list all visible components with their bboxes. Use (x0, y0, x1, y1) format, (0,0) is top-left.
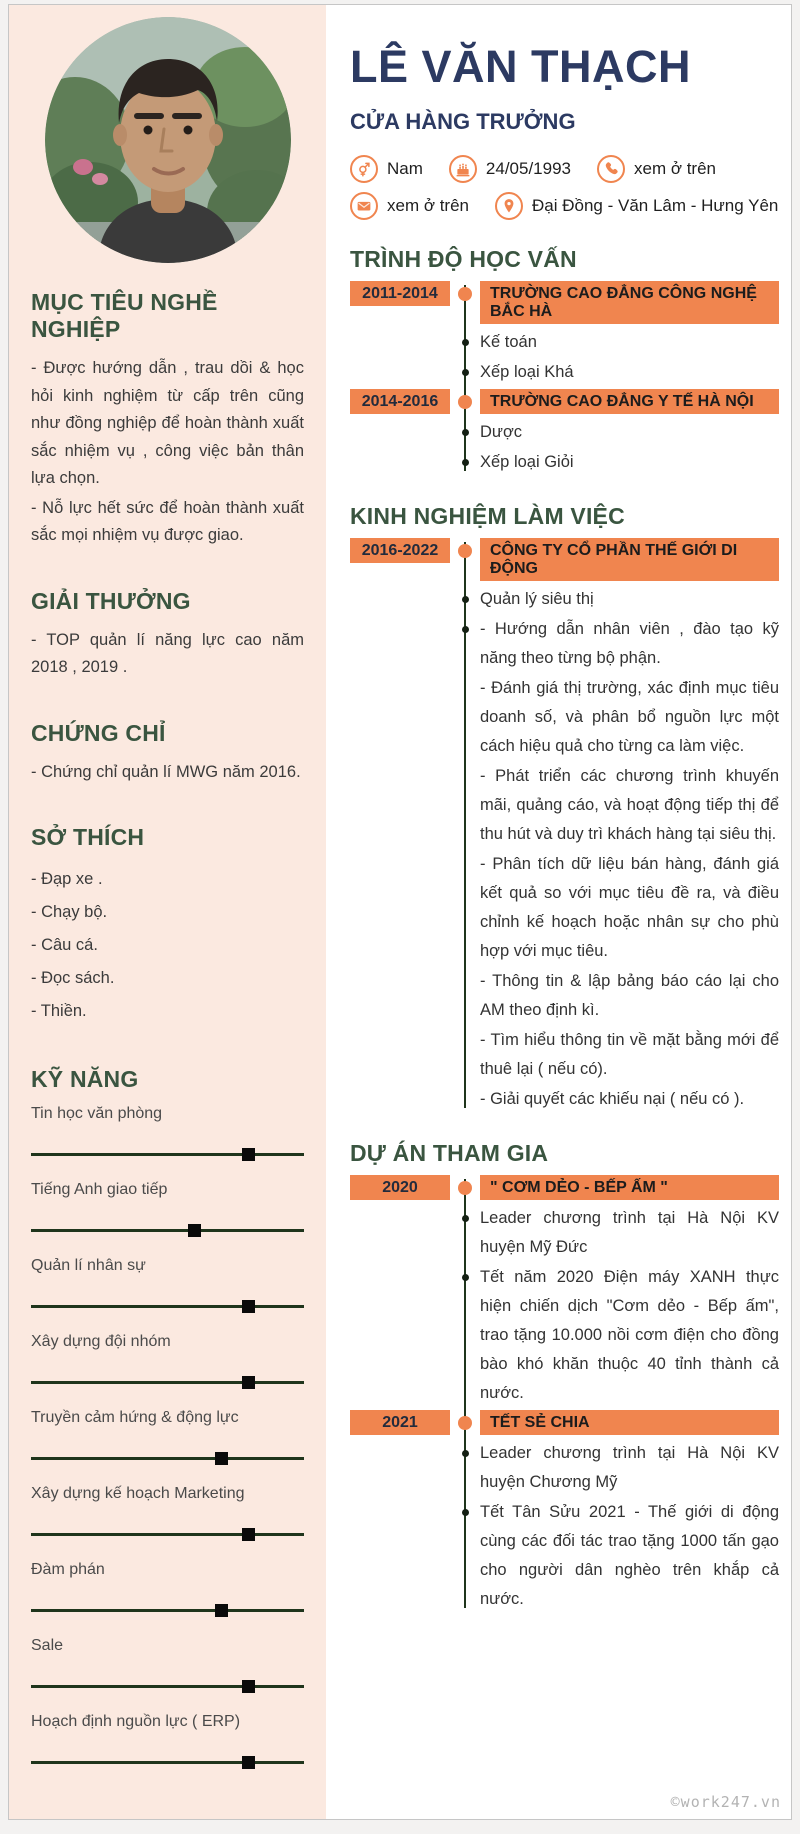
phone-icon (597, 155, 625, 183)
entry-period: 2016-2022 (350, 538, 450, 563)
objective-title: MỤC TIÊU NGHỀ NGHIỆP (31, 289, 218, 342)
item-text: - Tìm hiểu thông tin về mặt bằng mới để thuê lại ( nếu có). (480, 1031, 779, 1078)
item-text: Xếp loại Giỏi (480, 453, 574, 471)
skill-level-marker (188, 1224, 201, 1237)
contact-text: Nam (387, 159, 423, 178)
item-text: - Giải quyết các khiếu nại ( nếu có ). (480, 1090, 745, 1108)
skill-track (31, 1229, 304, 1232)
entry-item (350, 615, 779, 673)
skill-track (31, 1761, 304, 1764)
item-text: - Thông tin & lập bảng báo cáo lại cho AM theo định kì. (480, 972, 779, 1019)
skill-level-marker (242, 1756, 255, 1769)
section-title: TRÌNH ĐỘ HỌC VẤN (350, 246, 577, 272)
item-dot (462, 1450, 469, 1457)
main-sections (350, 246, 779, 1614)
hobbies-content (31, 863, 304, 1028)
skill-level-marker (242, 1300, 255, 1313)
entry-item (350, 1085, 779, 1114)
item-dot (462, 369, 469, 376)
contact-text: xem ở trên (634, 159, 717, 178)
entry-item (350, 585, 779, 614)
award-line: - TOP quản lí năng lực cao năm 2018 , 2019 . (31, 630, 304, 676)
main-section (350, 503, 779, 1114)
contact-item (597, 155, 716, 183)
skills-title: KỸ NĂNG (31, 1066, 139, 1092)
contact-text: 24/05/1993 (485, 159, 571, 178)
skill-item (31, 1713, 304, 1764)
main-section (350, 1140, 779, 1614)
skill-item (31, 1485, 304, 1536)
entry-period: 2011-2014 (350, 281, 450, 306)
entry-item (350, 1498, 779, 1614)
certificates-content (31, 759, 304, 787)
contact-item (350, 192, 469, 220)
entry-heading: TRƯỜNG CAO ĐẲNG CÔNG NGHỆ BẮC HÀ (480, 281, 779, 324)
skill-label: Hoạch định nguồn lực ( ERP) (31, 1713, 241, 1730)
entry-header (350, 1410, 779, 1435)
item-text: Leader chương trình tại Hà Nội KV huyện Mỹ Đức (480, 1209, 779, 1256)
entry-period: 2021 (350, 1410, 450, 1435)
skill-item (31, 1409, 304, 1460)
timeline-dot (458, 395, 472, 409)
item-text: - Phân tích dữ liệu bán hàng, đánh giá kết quả so với mục tiêu đề ra, và điều chỉnh kế hoạch hoặc nhân sự cho phù hợp với mục tiêu. (480, 855, 779, 960)
job-title: CỬA HÀNG TRƯỞNG (350, 109, 576, 134)
item-text: Tết năm 2020 Điện máy XANH thực hiện chiến dịch "Cơm dẻo - Bếp ấm", trao tặng 10.000 nồi cơm điện cho đồng bào khó khăn thuộc 40 tỉnh thành cả nước. (480, 1268, 779, 1402)
skill-level-marker (242, 1528, 255, 1541)
awards-content (31, 627, 304, 682)
contact-list (350, 155, 779, 220)
gender-icon (350, 155, 378, 183)
timeline-entries (350, 281, 779, 477)
skill-track (31, 1153, 304, 1156)
item-text: Xếp loại Khá (480, 363, 574, 381)
skill-track (31, 1685, 304, 1688)
entry-heading: " CƠM DẺO - BẾP ẤM " (480, 1175, 779, 1200)
entry-item (350, 418, 779, 447)
awards-title: GIẢI THƯỞNG (31, 587, 191, 614)
entry-heading: CÔNG TY CỔ PHẦN THẾ GIỚI DI ĐỘNG (480, 538, 779, 581)
entry-item (350, 358, 779, 387)
objective-line: - Được hướng dẫn , trau dồi & học hỏi kinh nghiệm từ cấp trên cũng như đồng nghiệp để hoàn thành xuất sắc nhiệm vụ , công việc bản thân lựa chọn. (31, 359, 304, 487)
entry-header (350, 538, 779, 581)
contact-item (449, 155, 571, 183)
hobby-line: - Thiền. (31, 1002, 87, 1020)
skill-track (31, 1609, 304, 1612)
entry-item (350, 850, 779, 966)
skill-level-marker (242, 1148, 255, 1161)
entry-heading: TRƯỜNG CAO ĐẲNG Y TẾ HÀ NỘI (480, 389, 779, 414)
entry-item (350, 328, 779, 357)
skill-item (31, 1637, 304, 1688)
item-dot (462, 596, 469, 603)
section-title: KINH NGHIỆM LÀM VIỆC (350, 503, 625, 529)
contact-item (495, 192, 778, 220)
entry-item (350, 967, 779, 1025)
certificates-title: CHỨNG CHỈ (31, 719, 166, 746)
main-column (326, 5, 791, 1819)
entry-period: 2014-2016 (350, 389, 450, 414)
hobby-line: - Chạy bộ. (31, 903, 108, 921)
item-dot (462, 429, 469, 436)
timeline-entries (350, 1175, 779, 1614)
sidebar (9, 5, 326, 1819)
skill-track (31, 1457, 304, 1460)
skill-track (31, 1305, 304, 1308)
item-text: Quản lý siêu thị (480, 590, 594, 608)
entry-header (350, 1175, 779, 1200)
timeline-dot (458, 1181, 472, 1195)
skill-item (31, 1561, 304, 1612)
skill-label: Tin học văn phòng (31, 1105, 163, 1122)
skill-label: Sale (31, 1637, 64, 1654)
skill-label: Xây dựng kế hoạch Marketing (31, 1485, 245, 1502)
watermark: ©work247.vn (670, 1793, 781, 1811)
hobby-line: - Câu cá. (31, 936, 98, 954)
skills-content (31, 1105, 304, 1764)
skill-level-marker (242, 1376, 255, 1389)
contact-item (350, 155, 423, 183)
main-section (350, 246, 779, 477)
item-dot (462, 626, 469, 633)
candidate-name: LÊ VĂN THẠCH (350, 41, 691, 92)
hobby-line: - Đọc sách. (31, 969, 115, 987)
entry-item (350, 1263, 779, 1408)
skill-label: Quản lí nhân sự (31, 1257, 146, 1274)
entry-item (350, 1439, 779, 1497)
entry-heading: TẾT SẺ CHIA (480, 1410, 779, 1435)
profile-photo (45, 17, 291, 263)
entry-item (350, 762, 779, 849)
timeline-entries (350, 538, 779, 1114)
item-dot (462, 1509, 469, 1516)
skill-level-marker (215, 1604, 228, 1617)
skill-label: Tiếng Anh giao tiếp (31, 1181, 168, 1198)
item-text: Dược (480, 423, 523, 441)
item-text: Tết Tân Sửu 2021 - Thế giới di động cùng các đối tác trao tặng 1000 tấn gạo cho người dân nghèo trên khắp cả nước. (480, 1503, 779, 1608)
item-dot (462, 339, 469, 346)
contact-text: xem ở trên (387, 196, 470, 215)
item-dot (462, 1215, 469, 1222)
skill-label: Xây dựng đội nhóm (31, 1333, 171, 1350)
item-dot (462, 459, 469, 466)
certificate-line: - Chứng chỉ quản lí MWG năm 2016. (31, 762, 301, 781)
item-text: - Đánh giá thị trường, xác định mục tiêu doanh số, và phân bổ nguồn lực một cách hiệu quả cho từng ca làm việc. (480, 679, 779, 755)
item-text: Leader chương trình tại Hà Nội KV huyện Chương Mỹ (480, 1444, 779, 1491)
hobbies-title: SỞ THÍCH (31, 824, 145, 850)
contact-text: Đại Đồng - Văn Lâm - Hưng Yên (532, 196, 779, 215)
entry-item (350, 1026, 779, 1084)
email-icon (350, 192, 378, 220)
item-text: Kế toán (480, 333, 537, 351)
entry-item (350, 674, 779, 761)
skill-level-marker (242, 1680, 255, 1693)
item-dot (462, 1274, 469, 1281)
entry-header (350, 281, 779, 324)
item-text: - Hướng dẫn nhân viên , đào tạo kỹ năng theo từng bộ phận. (480, 620, 779, 667)
objective-content (31, 355, 304, 550)
objective-line: - Nỗ lực hết sức để hoàn thành xuất sắc mọi nhiệm vụ được giao. (31, 498, 304, 544)
cv-card (8, 4, 792, 1820)
skill-item (31, 1257, 304, 1308)
skill-track (31, 1533, 304, 1536)
skill-item (31, 1105, 304, 1156)
entry-item (350, 448, 779, 477)
item-text: - Phát triển các chương trình khuyến mãi, quảng cáo, và hoạt động tiếp thị để thu hút và duy trì khách hàng tại siêu thị. (480, 767, 779, 843)
timeline-dot (458, 544, 472, 558)
skill-item (31, 1333, 304, 1384)
birthday-icon (449, 155, 477, 183)
entry-header (350, 389, 779, 414)
skill-label: Truyền cảm hứng & động lực (31, 1409, 239, 1426)
skill-label: Đàm phán (31, 1561, 105, 1578)
skill-item (31, 1181, 304, 1232)
location-icon (495, 192, 523, 220)
portrait-illustration (45, 17, 291, 263)
timeline-dot (458, 287, 472, 301)
entry-period: 2020 (350, 1175, 450, 1200)
entry-item (350, 1204, 779, 1262)
skill-level-marker (215, 1452, 228, 1465)
skill-track (31, 1381, 304, 1384)
hobby-line: - Đạp xe . (31, 870, 103, 888)
section-title: DỰ ÁN THAM GIA (350, 1140, 549, 1166)
timeline-dot (458, 1416, 472, 1430)
